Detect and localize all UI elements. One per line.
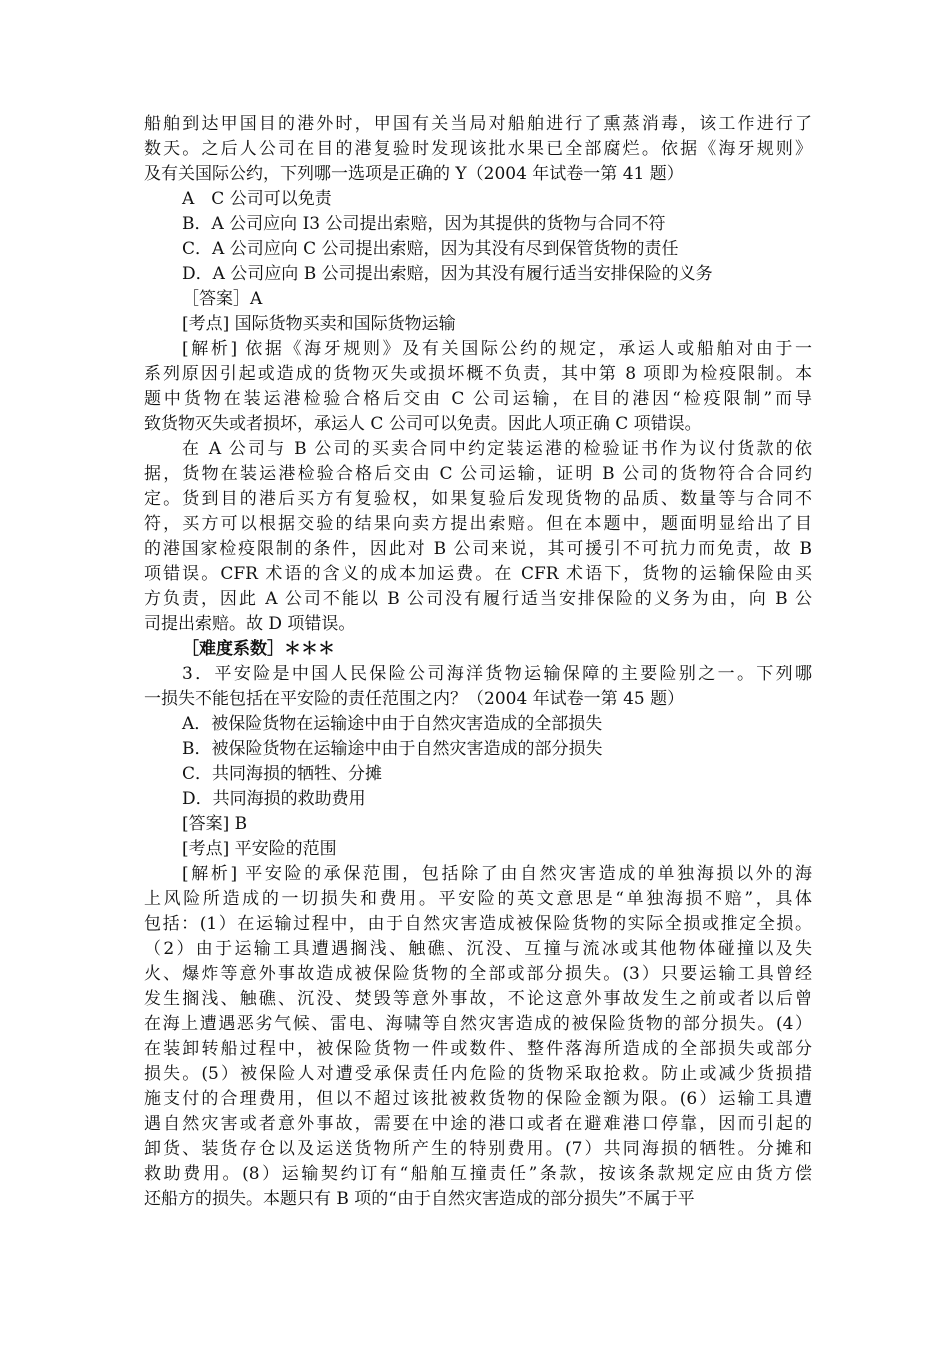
exam-point: [考点] 国际货物买卖和国际货物运输 [182, 314, 456, 334]
text-line: 在海上遭遇恶劣气候、雷电、海啸等自然灾害造成的被保险货物的部分损失。(4） [144, 1014, 812, 1034]
option-c: C．共同海损的牺牲、分摊 [182, 764, 383, 784]
text-line: 致货物灭失或者损坏，承运人 C 公司可以免责。因此人项正确 C 项错误。 [144, 414, 702, 434]
text-line: 题中货物在装运港检验合格后交由 C 公司运输，在目的港因“检疫限制”而导 [144, 389, 812, 409]
option-b: B．被保险货物在运输途中由于自然灾害造成的部分损失 [182, 739, 603, 759]
option-a: A C 公司可以免责 [182, 189, 332, 209]
option-d: D．共同海损的救助费用 [182, 789, 366, 809]
option-a: A．被保险货物在运输途中由于自然灾害造成的全部损失 [182, 714, 603, 734]
text-line: 救助费用。(8）运输契约订有“船舶互撞责任”条款，按该条款规定应由货方偿 [144, 1164, 812, 1184]
option-b: B．A 公司应向 I3 公司提出索赔，因为其提供的货物与合同不符 [182, 214, 666, 234]
text-line: 船舶到达甲国目的港外时，甲国有关当局对船舶进行了熏蒸消毒，该工作进行了 [144, 114, 812, 134]
text-line: 卸货、装货存仓以及运送货物所产生的特别费用。(7）共同海损的牺牲。分摊和 [144, 1139, 812, 1159]
text-line: 方负责，因此 A 公司不能以 B 公司没有履行适当安排保险的义务为由，向 B 公 [144, 589, 812, 609]
text-line: 的港国家检疫限制的条件，因此对 B 公司来说，其可援引不可抗力而免责，故 B [144, 539, 812, 559]
text-line: 定。货到目的港后买方有复验权，如果复验后发现货物的品质、数量等与合同不 [144, 489, 812, 509]
text-line: 司提出索赔。故 D 项错误。 [144, 614, 356, 634]
option-c: C．A 公司应向 C 公司提出索赔，因为其没有尽到保管货物的责任 [182, 239, 679, 259]
answer: ［答案］A [182, 289, 263, 309]
text-line: 损失。(5）被保险人对遭受承保责任内危险的货物采取抢救。防止或减少货损措 [144, 1064, 812, 1084]
text-line: 遇自然灾害或者意外事故，需要在中途的港口或者在避难港口停靠，因而引起的 [144, 1114, 812, 1134]
document-page [144, 112, 812, 1212]
text-line: 上风险所造成的一切损失和费用。平安险的英文意思是“单独海损不赔”，具体 [144, 889, 812, 909]
text-line: 发生搁浅、触礁、沉没、焚毁等意外事故，不论这意外事故发生之前或者以后曾 [144, 989, 812, 1009]
analysis-text: [解析] 依据《海牙规则》及有关国际公约的规定，承运人或船舶对由于一 [182, 339, 812, 359]
answer: [答案] B [182, 814, 248, 834]
text-line: 据，货物在装运港检验合格后交由 C 公司运输，证明 B 公司的货物符合合同约 [144, 464, 812, 484]
option-d: D．A 公司应向 B 公司提出索赔，因为其没有履行适当安排保险的义务 [182, 264, 713, 284]
text-line: 在 A 公司与 B 公司的买卖合同中约定装运港的检验证书作为议付货款的依 [182, 439, 812, 459]
text-line: 还船方的损失。本题只有 B 项的“由于自然灾害造成的部分损失”不属于平 [144, 1189, 695, 1209]
question-text: 3．平安险是中国人民保险公司海洋货物运输保障的主要险别之一。下列哪 [182, 664, 812, 684]
text-line: 在装卸转船过程中，被保险货物一件或数件、整件落海所造成的全部损失或部分 [144, 1039, 812, 1059]
text-line: 包括：(1）在运输过程中，由于自然灾害造成被保险货物的实际全损或推定全损。 [144, 914, 812, 934]
analysis-text: [解析] 平安险的承保范围，包括除了由自然灾害造成的单独海损以外的海 [182, 864, 812, 884]
text-line: 数天。之后人公司在目的港复验时发现该批水果已全部腐烂。依据《海牙规则》 [144, 139, 812, 159]
text-line: 及有关国际公约，下列哪一选项是正确的 Y（2004 年试卷一第 41 题） [144, 164, 684, 184]
text-line: 项错误。CFR 术语的含义的成本加运费。在 CFR 术语下，货物的运输保险由买 [144, 564, 812, 584]
text-line: 一损失不能包括在平安险的责任范围之内？（2004 年试卷一第 45 题） [144, 689, 685, 709]
exam-point: [考点] 平安险的范围 [182, 839, 337, 859]
text-line: 系列原因引起或造成的货物灭失或损坏概不负责，其中第 8 项即为检疫限制。本 [144, 364, 812, 384]
text-line: （2）由于运输工具遭遇搁浅、触礁、沉没、互撞与流冰或其他物体碰撞以及失 [144, 939, 812, 959]
text-line: 火、爆炸等意外事故造成被保险货物的全部或部分损失。(3）只要运输工具曾经 [144, 964, 812, 984]
difficulty-heading: ［难度系数］＊＊＊ [182, 639, 335, 659]
text-line: 符，买方可以根据交验的结果向卖方提出索赔。但在本题中，题面明显给出了目 [144, 514, 812, 534]
text-line: 施支付的合理费用，但以不超过该批被救货物的保险金额为限。(6）运输工具遭 [144, 1089, 812, 1109]
